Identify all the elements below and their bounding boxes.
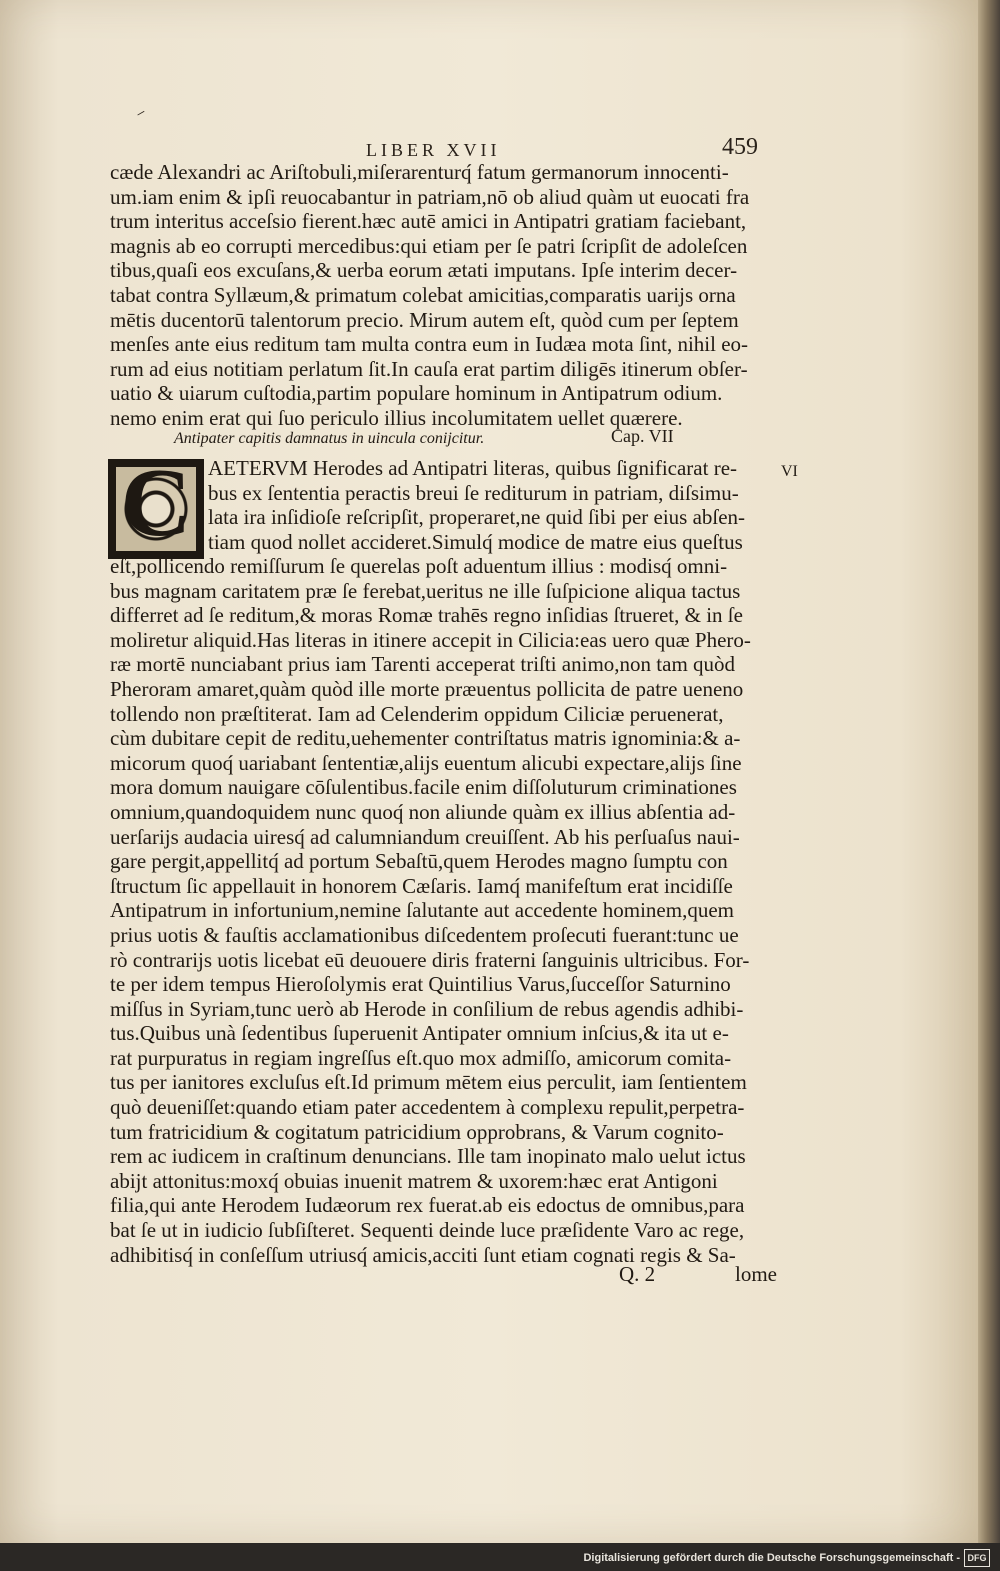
text-line: rò contrarijs uotis licebat eū deuouere diris fraterni ſanguinis ultricibus. For-	[110, 947, 750, 972]
text-line: tus.Quibus unà ſedentibus ſuperuenit Antipater omnium inſcius,& ita ut e-	[110, 1021, 729, 1046]
text-line: differret ad ſe reditum,& moras Romæ trahēs regno inſidias ſtrueret, & in ſe	[110, 603, 743, 628]
text-line: prius uotis & fauſtis acclamationibus diſcedentem proſecuti fuerant:tunc ue	[110, 922, 739, 947]
text-line: miſſus in Syriam,tunc uerò ab Herode in conſilium de rebus agendis adhibi-	[110, 996, 744, 1021]
text-line: tus per ianitores excluſus eſt.Id primum mētem eius perculit, iam ſentientem	[110, 1070, 747, 1095]
signature-mark: Q. 2	[619, 1262, 656, 1286]
text-line: uerſarijs audacia uiresq́ ad calumniandum creuiſſent. Ab his perſuaſus naui-	[110, 824, 740, 849]
running-head: LIBER XVII	[366, 140, 501, 160]
text-line: adhibitisq́ in conſeſſum utriusq́ amicis,acciti ſunt etiam cognati regis & Sa-	[110, 1242, 736, 1267]
text-line: ſtructum ſic appellauit in honorem Cæſaris. Iamq́ manifeſtum erat incidiſſe	[110, 873, 733, 898]
text-line: lata ira inſidioſe reſcripſit, properaret,ne quid ſibi per eius abſen-	[208, 505, 746, 530]
text-line: omnium,quandoquidem nunc quoq́ non aliunde quàm ex illius abſentia ad-	[110, 799, 736, 824]
text-line: bus ex ſententia peractis breui ſe rediturum in patriam, diſsimu-	[208, 480, 739, 505]
text-block-2	[110, 554, 751, 1267]
text-line: moliretur aliquid.Has literas in itinere accepit in Cilicia:eas uero quæ Phero-	[110, 627, 751, 652]
text-line: mētis ducentorū talentorum precio. Mirum autem eſt, quòd cum per ſeptem	[110, 307, 739, 332]
text-line: rem ac iudicem in craſtinum denuncians. Ille tam inopinato malo uelut ictus	[110, 1144, 746, 1169]
text-line: gare pergit,appellitq́ ad portum Sebaſtū,quem Herodes magno ſumptu con	[110, 849, 728, 874]
text-block-2-head	[208, 456, 745, 554]
text-line: micorum quoq́ uariabant ſententiæ,alijs euentum alicubi expectare,alijs ſine	[110, 750, 742, 775]
text-line: bus magnam caritatem præ ſe ferebat,ueritus ne ille ſuſpicione aliqua tactus	[110, 578, 741, 603]
text-line: abijt attonitus:moxq́ obuias inuenit matrem & uxorem:hæc erat Antigoni	[110, 1168, 718, 1193]
chapter-label: Cap. VII	[611, 426, 674, 446]
text-line: nemo enim erat qui ſuo periculo illius incolumitatem uellet quærere.	[110, 405, 683, 430]
text-line: tabat contra Syllæum,& primatum colebat amicitias,comparatis uarijs orna	[110, 282, 736, 307]
margin-note: VI	[781, 463, 798, 480]
text-line: AETERVM Herodes ad Antipatri literas, quibus ſignificarat re-	[208, 456, 738, 480]
catchword: lome	[735, 1262, 777, 1286]
text-line: cæde Alexandri ac Ariſtobuli,miſerarenturq́ fatum germanorum innocenti-	[110, 160, 729, 184]
decorated-initial	[108, 449, 204, 559]
page-number: 459	[722, 134, 758, 160]
text-line: tibus,quaſi eos excuſans,& uerba eorum ætati imputans. Ipſe interim decer-	[110, 258, 738, 283]
text-line: quò deueniſſet:quando etiam pater accedentem à complexu repulit,perpetra-	[110, 1095, 745, 1120]
initial-letter: C	[120, 449, 192, 557]
text-line: tollendo non præſtiterat. Iam ad Celenderim oppidum Ciliciæ peruenerat,	[110, 701, 724, 726]
text-line: mora domum nauigare cōſulentibus.facile enim diſſoluturum criminationes	[110, 775, 737, 800]
text-line: Pheroram amaret,quàm quòd ille morte præuentus pollicita de patre ueneno	[110, 676, 744, 701]
text-line: rat purpuratus in regiam ingreſſus eſt.quo mox admiſſo, amicorum comita-	[110, 1045, 732, 1070]
digitization-credit: Digitalisierung gefördert durch die Deutsche Forschungsgemeinschaft -	[583, 1552, 960, 1564]
text-line: uatio & uiarum cuſtodia,partim populare hominum in Antipatrum odium.	[110, 381, 723, 406]
text-line: cùm dubitare cepit de reditu,uehementer contriſtatus matris ignominia:& a-	[110, 726, 741, 751]
text-line: um.iam enim & ipſi reuocabantur in patriam,nō ob aliud quàm ut euocati fra	[110, 184, 750, 209]
text-line: eſt,pollicendo remiſſurum ſe querelas poſt aduentum illius : modisq́ omni-	[110, 554, 728, 578]
text-line: tiam quod nollet accideret.Simulq́ modice de matre eius queſtus	[208, 529, 743, 554]
text-line: trum interitus acceſsio fierent.hæc autē amici in Antipatri gratiam faciebant,	[110, 209, 747, 234]
text-line: Antipatrum in infortunium,nemine ſalutante aut accedente hominem,quem	[110, 898, 734, 923]
text-line: rum ad eius notitiam perlatum ſit.In cauſa erat partim diligēs itinerum obſer-	[110, 356, 748, 381]
text-line: tum fratricidium & cogitatum patricidium opprobrans, & Varum cognito-	[110, 1119, 724, 1144]
text-block-1	[110, 160, 749, 431]
text-line: te per idem tempus Hieroſolymis erat Quintilius Varus,ſucceſſor Saturnino	[110, 972, 731, 997]
text-line: bat ſe ut in iudicio ſubſiſteret. Sequenti deinde luce præſidente Varo ac rege,	[110, 1218, 745, 1243]
margin-mark: ⸝	[135, 101, 148, 120]
page-edge	[978, 0, 1000, 1543]
chapter-caption: Antipater capitis damnatus in uincula conijcitur.	[174, 430, 485, 447]
text-line: menſes ante eius reditum tam multa contra eum in Iudæa mota ſint, nihil eo-	[110, 332, 749, 357]
text-line: ræ mortē nunciabant prius iam Tarenti acceperat triſti animo,non tam quòd	[110, 652, 736, 677]
dfg-logo: DFG	[964, 1549, 990, 1567]
text-line: filia,qui ante Herodem Iudæorum rex fuerat.ab eis edoctus de omnibus,para	[110, 1193, 745, 1218]
text-line: magnis ab eo corrupti mercedibus:qui etiam per ſe patri ſcripſit de adoleſcen	[110, 233, 748, 258]
